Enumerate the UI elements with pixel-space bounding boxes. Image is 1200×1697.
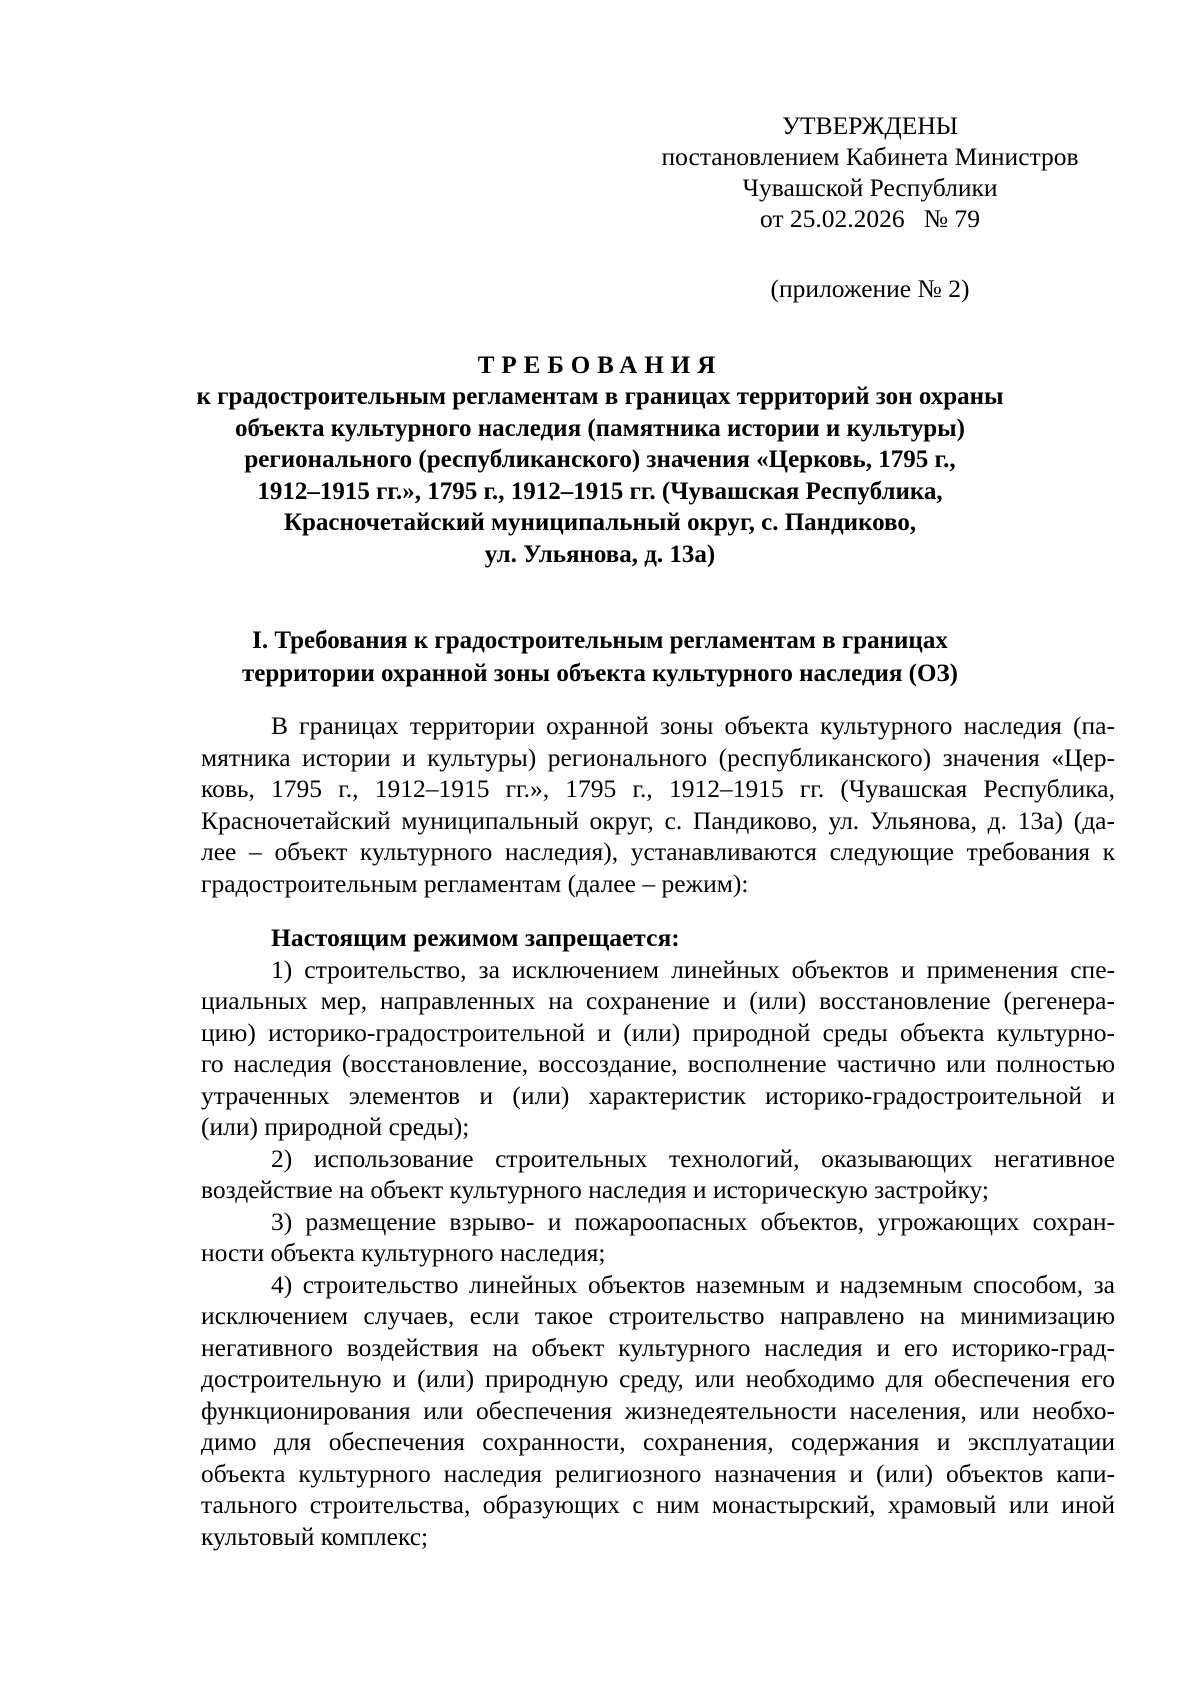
- list-item-line: ности объекта культурного наследия;: [201, 1238, 606, 1267]
- list-item-line: димо для обеспечения сохранности, сохранения, содержания и эксплуатации: [201, 1427, 1115, 1456]
- list-item-line: 3) размещение взрыво- и пожароопасных объектов, угрожающих сохран-: [271, 1206, 1115, 1236]
- list-item-line: утраченных элементов и (или) характеристик историко-градостроительной и: [201, 1080, 1115, 1110]
- paragraph-line: градостроительным регламентам (далее – режим):: [201, 868, 749, 898]
- list-item-line: негативного воздействия на объект культурного наследия и его историко-град-: [201, 1332, 1115, 1362]
- list-item-line: воздействие на объект культурного наследия и историческую застройку;: [201, 1175, 989, 1204]
- list-item-line: культовый комплекс;: [201, 1521, 429, 1551]
- intro-paragraph: [201, 710, 1115, 899]
- section-heading: [120, 624, 1080, 690]
- list-item-line: достроительную и (или) природную среду, или необходимо для обеспечения его: [201, 1364, 1115, 1393]
- list-item-line: 1) строительство, за исключением линейных объектов и применения спе-: [271, 954, 1115, 984]
- list-item-line: го наследия (восстановление, воссоздание, восполнение частично или полностью: [201, 1049, 1115, 1078]
- approval-authority: постановлением Кабинета Министров: [661, 142, 1079, 171]
- approval-stamp: [660, 110, 1080, 304]
- paragraph-line: ковь, 1795 г., 1912–1915 гг.», 1795 г., 1912–1915 гг. (Чувашская Республика,: [201, 774, 1115, 803]
- prohibitions-heading: Настоящим режимом запрещается:: [271, 923, 680, 952]
- list-item: [201, 1143, 1115, 1206]
- document-title: [120, 351, 1080, 570]
- approval-title: УТВЕРЖДЕНЫ: [782, 111, 958, 140]
- title-word: ТРЕБОВАНИЯ: [477, 352, 723, 379]
- approval-republic: Чувашской Республики: [742, 173, 998, 202]
- paragraph-line: мятника истории и культуры) регионального (республиканского) значения «Цер-: [201, 742, 1115, 772]
- list-item-line: исключением случаев, если такое строительство направлено на минимизацию: [201, 1301, 1115, 1330]
- title-line: ул. Ульянова, д. 13а): [484, 540, 716, 568]
- list-item-line: объекта культурного наследия религиозного назначения и (или) объектов капи-: [201, 1458, 1115, 1488]
- paragraph-line: В границах территории охранной зоны объекта культурного наследия (па-: [271, 711, 1115, 740]
- list-item-line: функционирования или обеспечения жизнедеятельности населения, или необхо-: [201, 1395, 1115, 1425]
- list-item-line: 2) использование строительных технологий, оказывающих негативное: [271, 1143, 1115, 1173]
- title-line: объекта культурного наследия (памятника истории и культуры): [234, 414, 965, 442]
- list-item: [201, 1206, 1115, 1269]
- prohibitions-list: [201, 922, 1115, 1552]
- title-line: регионального (республиканского) значения «Церковь, 1795 г.,: [244, 446, 956, 473]
- list-item-line: циальных мер, направленных на сохранение и (или) восстановление (регенера-: [201, 986, 1115, 1015]
- title-line: к градостроительным регламентам в границах территорий зон охраны: [196, 383, 1004, 410]
- list-item: [201, 1269, 1115, 1553]
- list-item: [201, 954, 1115, 1143]
- list-item-line: (или) природной среды);: [201, 1112, 470, 1141]
- list-item-line: тального строительства, образующих с ним монастырский, храмовый или иной: [201, 1490, 1115, 1519]
- section-heading-line: I. Требования к градостроительным регламентам в границах: [252, 627, 948, 654]
- paragraph-line: Красночетайский муниципальный округ, с. Пандиково, ул. Ульянова, д. 13а) (да-: [201, 805, 1115, 835]
- title-line: 1912–1915 гг.», 1795 г., 1912–1915 гг. (Чувашская Республика,: [257, 477, 943, 505]
- paragraph-line: лее – объект культурного наследия), устанавливаются следующие требования к: [201, 837, 1115, 866]
- title-line: Красночетайский муниципальный округ, с. Пандиково,: [283, 509, 917, 536]
- list-item-line: цию) историко-градостроительной и (или) природной среды объекта культурно-: [201, 1017, 1115, 1047]
- appendix-label: (приложение № 2): [770, 274, 970, 303]
- section-heading-line: территории охранной зоны объекта культурного наследия (ОЗ): [242, 660, 958, 687]
- approval-date-number: от 25.02.2026 № 79: [759, 204, 980, 233]
- list-item-line: 4) строительство линейных объектов наземным и надземным способом, за: [271, 1269, 1115, 1299]
